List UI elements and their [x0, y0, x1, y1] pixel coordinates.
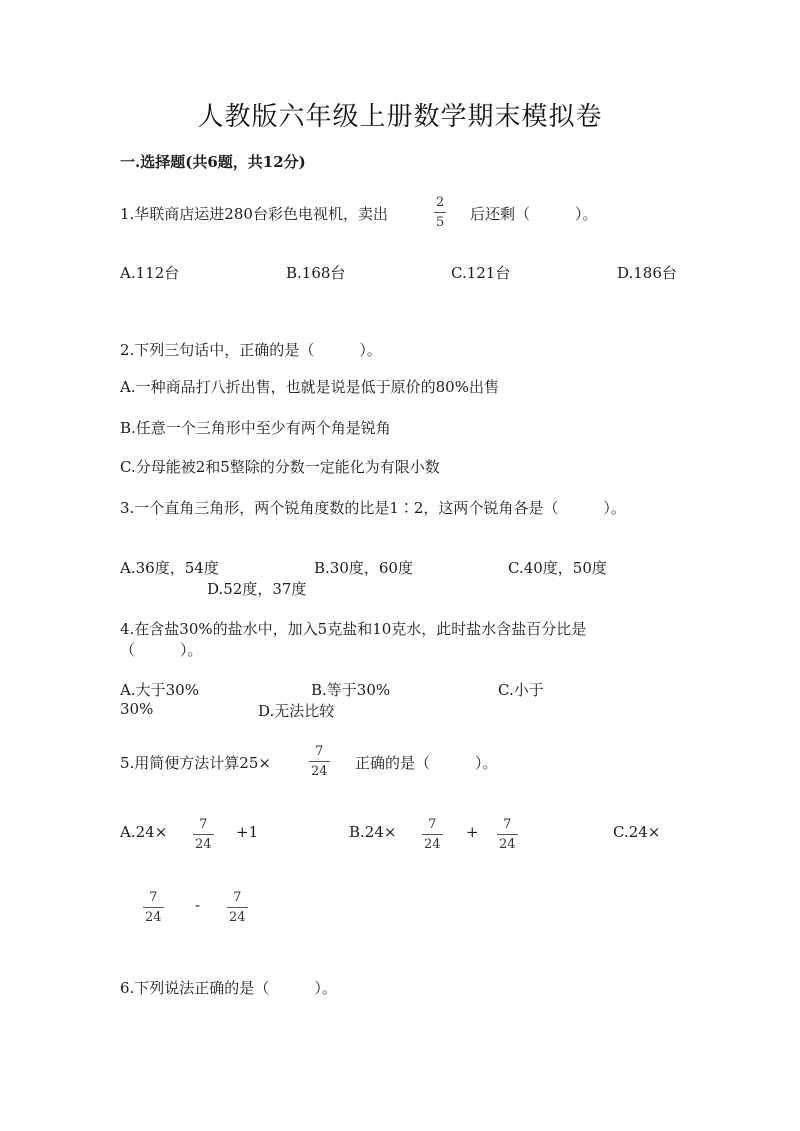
- fraction-denominator: 24: [499, 837, 516, 852]
- fraction-bar: [434, 212, 446, 213]
- q5-option-a-fraction: [193, 818, 214, 851]
- q2-option-c: C.分母能被2和5整除的分数一定能化为有限小数: [120, 458, 440, 476]
- fraction-bar: [193, 834, 214, 835]
- fraction-bar: [227, 907, 248, 908]
- fraction-numerator: 7: [199, 817, 208, 832]
- fraction-numerator: 7: [428, 817, 437, 832]
- q5-option-c-fraction-2: [227, 891, 248, 924]
- q5-text-post: 正确的是（ ）。: [355, 754, 498, 772]
- q1-option-a: A.112台: [120, 264, 180, 282]
- q1-fraction: [434, 196, 446, 229]
- q4-option-c-cont: 30%: [120, 700, 154, 718]
- page-title: 人教版六年级上册数学期末模拟卷: [197, 102, 603, 132]
- q5-option-b-fraction-1: [422, 818, 443, 851]
- q3-text: 3.一个直角三角形，两个锐角度数的比是1∶2，这两个锐角各是（ ）。: [120, 499, 626, 517]
- q1-option-c: C.121台: [451, 264, 511, 282]
- q5-option-a-suffix: +1: [236, 823, 259, 841]
- fraction-denominator: 24: [424, 837, 441, 852]
- fraction-bar: [422, 834, 443, 835]
- q3-option-b: B.30度，60度: [314, 559, 413, 577]
- q6-text: 6.下列说法正确的是（ ）。: [120, 979, 337, 997]
- q5-option-c-minus: -: [195, 896, 201, 914]
- q4-option-d: D.无法比较: [258, 702, 335, 720]
- fraction-numerator: 7: [233, 890, 242, 905]
- q5-fraction-denominator: 24: [311, 764, 328, 779]
- q2-text: 2.下列三句话中，正确的是（ ）。: [120, 341, 382, 359]
- fraction-numerator: 7: [503, 817, 512, 832]
- q5-option-c-fraction-1: [143, 891, 164, 924]
- q5-option-b-label: B.24×: [349, 823, 397, 841]
- q5-option-a-label: A.24×: [120, 823, 168, 841]
- fraction-denominator: 24: [229, 910, 246, 925]
- q5-option-b-plus: +: [466, 823, 479, 841]
- fraction-bar: [497, 834, 518, 835]
- fraction-bar: [309, 761, 330, 762]
- fraction-numerator: 7: [149, 890, 158, 905]
- q5-text: 5.用简便方法计算25×: [120, 754, 271, 772]
- q1-text: 1.华联商店运进280台彩色电视机，卖出: [120, 205, 388, 223]
- q3-option-d: D.52度，37度: [207, 580, 307, 598]
- q3-option-c: C.40度，50度: [508, 559, 607, 577]
- q1-fraction-numerator: 2: [436, 195, 445, 210]
- q4-text-line2: （ ）。: [120, 641, 203, 659]
- fraction-bar: [143, 907, 164, 908]
- fraction-denominator: 24: [145, 910, 162, 925]
- q5-fraction-numerator: 7: [315, 744, 324, 759]
- q1-option-b: B.168台: [286, 264, 346, 282]
- q2-option-b: B.任意一个三角形中至少有两个角是锐角: [120, 419, 391, 437]
- q2-option-a: A.一种商品打八折出售，也就是说是低于原价的80%出售: [120, 378, 499, 396]
- fraction-denominator: 24: [195, 837, 212, 852]
- q4-text-line1: 4.在含盐30%的盐水中，加入5克盐和10克水，此时盐水含盐百分比是: [120, 620, 587, 638]
- q1-fraction-denominator: 5: [436, 215, 445, 230]
- q5-fraction: [309, 745, 330, 778]
- q1-option-d: D.186台: [617, 264, 677, 282]
- section-heading: 一.选择题(共6题，共12分): [120, 153, 306, 171]
- q4-option-b: B.等于30%: [311, 681, 391, 699]
- q3-option-a: A.36度，54度: [120, 559, 219, 577]
- q4-option-a: A.大于30%: [120, 681, 199, 699]
- q1-text-post: 后还剩（ ）。: [470, 205, 598, 223]
- q4-option-c: C.小于: [498, 681, 544, 699]
- q5-option-c-label: C.24×: [613, 823, 661, 841]
- q5-option-b-fraction-2: [497, 818, 518, 851]
